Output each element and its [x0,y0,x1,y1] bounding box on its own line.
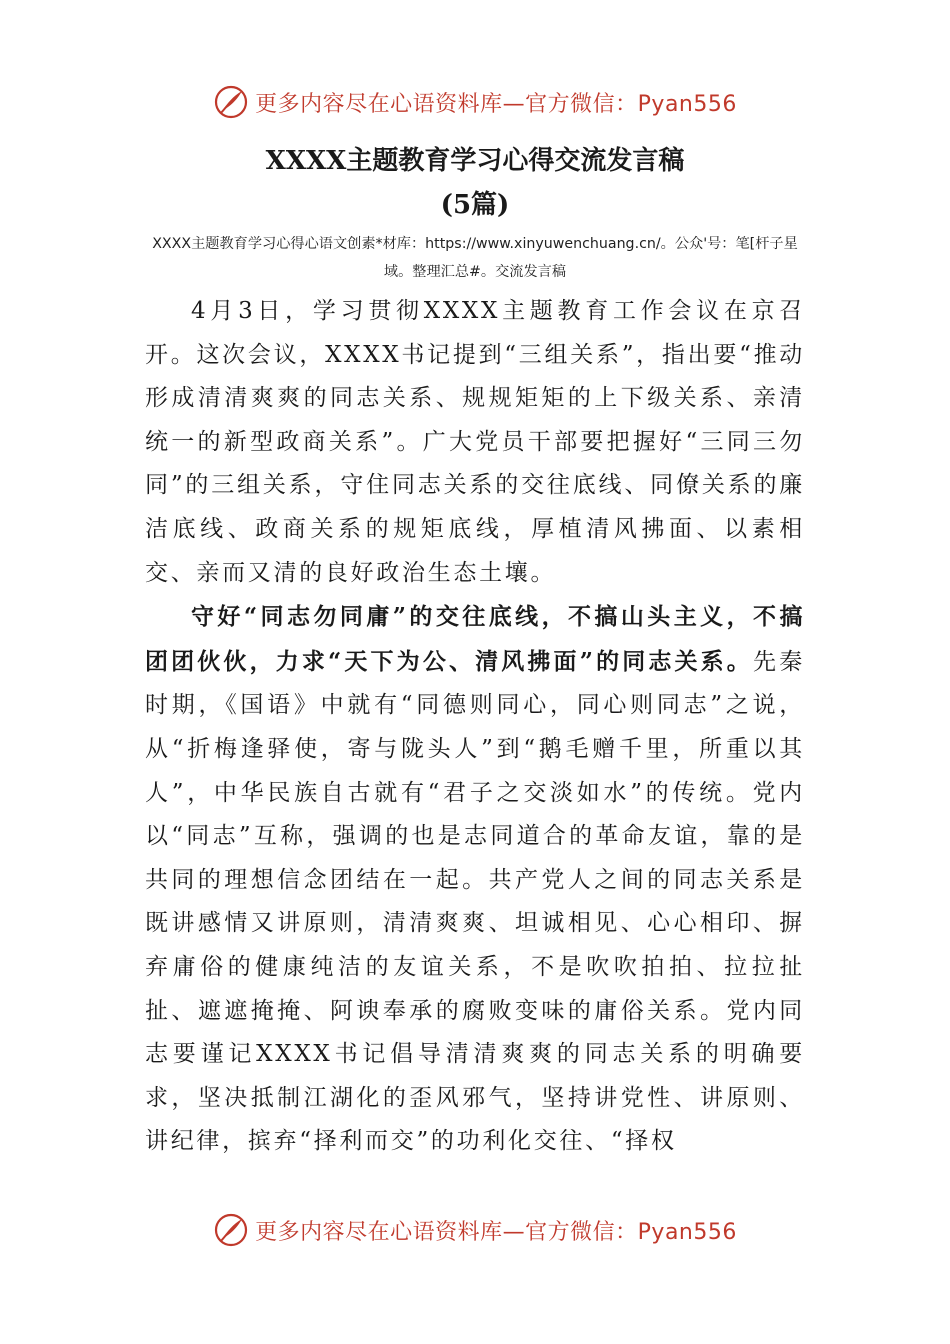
paragraph-section-1 [145,595,805,1164]
wechat-id: Pyan556 [637,1219,737,1245]
section-heading: 守好“同志勿同庸”的交往底线，不搞山头主义，不搞团团伙伙，力求“天下为公、清风拂面”的同志关系。 [145,603,805,675]
header-watermark-banner [0,82,950,122]
document-body [145,290,805,1164]
document-subtitle: (5篇) [440,190,510,220]
quill-logo-icon [213,84,249,120]
quill-logo-icon [213,1212,249,1248]
watermark-text: 更多内容尽在心语资料库—官方微信：Pyan556 [255,91,737,117]
document-title: XXXX主题教育学习心得交流发言稿 [265,146,685,176]
section-body: 先秦时期，《国语》中就有“同德则同心，同心则同志”之说，从“折梅逢驿使，寄与陇头人”到“鹅毛赠千里，所重以其人”，中华民族自古就有“君子之交淡如水”的传统。党内以“同志”互称，强调的也是志同道合的革命友谊，靠的是共同的理想信念团结在一起。共产党人之间的同志关系是既讲感情又讲原则，清清爽爽、坦诚相见、心心相印、摒弃庸俗的健康纯洁的友谊关系，不是吹吹拍拍、拉拉扯扯、遮遮掩掩、阿谀奉承的腐败变味的庸俗关系。党内同志要谨记XXXX书记倡导清清爽爽的同志关系的明确要求，坚决抵制江湖化的歪风邪气，坚持讲党性、讲原则、讲纪律，摈弃“择利而交”的功利化交往、“择权 [145,648,805,1155]
paragraph-intro: 4月3日，学习贯彻XXXX主题教育工作会议在京召开。这次会议，XXXX书记提到“三组关系”，指出要“推动形成清清爽爽的同志关系、规规矩矩的上下级关系、亲清统一的新型政商关系”。广大党员干部要把握好“三同三勿同”的三组关系，守住同志关系的交往底线、同僚关系的廉洁底线、政商关系的规矩底线，厚植清风拂面、以素相交、亲而又清的良好政治生态土壤。 [145,298,805,586]
footer-watermark-banner [0,1210,950,1250]
wechat-id: Pyan556 [637,91,737,117]
watermark-text: 更多内容尽在心语资料库—官方微信：Pyan556 [255,1219,737,1245]
source-note: XXXX主题教育学习心得心语文创素*材库：https://www.xinyuwenchuang.cn/。公众'号：笔[杆子星域。整理汇总#。交流发言稿 [152,236,798,280]
